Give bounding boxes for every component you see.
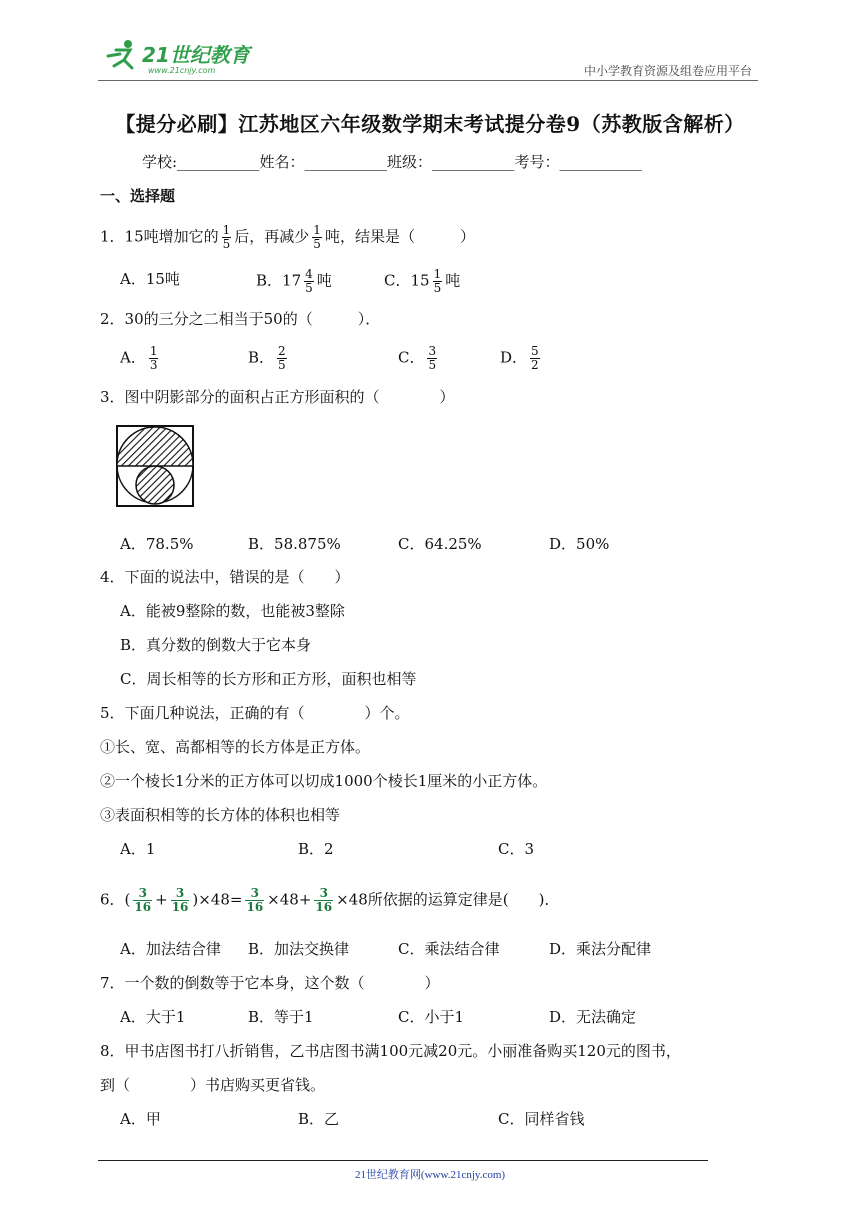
fraction: $\frac{1}{5}$: [433, 267, 442, 295]
q5-option-b: B．2: [298, 840, 334, 858]
question-8: 8．甲书店图书打八折销售，乙书店图书满100元减20元。小丽准备购买120元的图书，: [100, 1042, 681, 1060]
fraction: $\frac{3}{16}$: [134, 886, 152, 914]
q3-option-d: D．50%: [549, 535, 610, 553]
q4-option-c: C．周长相等的长方形和正方形，面积也相等: [120, 670, 417, 688]
q5-option-a: A．1: [120, 840, 156, 858]
q4-option-a: A．能被9整除的数，也能被3整除: [120, 602, 345, 620]
question-6: 6．( $\frac{3}{16}$ + $\frac{3}{16}$ )×48= $\frac{3}{16}$ ×48+ $\frac{3}{16}$ ×48所依据的运算定律是( )．: [100, 886, 560, 914]
footer-link[interactable]: 21世纪教育网(www.21cnjy.com): [354, 1169, 506, 1181]
q5-statement-1: ①长、宽、高都相等的长方体是正方体。: [100, 738, 371, 756]
q2-option-a: A． $\frac{1}{3}$: [120, 344, 158, 372]
fraction: $\frac{3}{16}$: [246, 886, 264, 914]
q5-option-c: C．3: [498, 840, 535, 858]
fraction: $\frac{3}{5}$: [428, 344, 437, 372]
runner-icon: [108, 40, 132, 68]
q6-option-b: B．加法交换律: [248, 940, 350, 958]
q2-option-b: B． $\frac{2}{5}$: [248, 344, 286, 372]
fraction: $\frac{1}{5}$: [313, 223, 321, 251]
shaded-square-figure: [114, 423, 196, 509]
student-info-line: 学校:___________姓名：___________班级：___________考号：___________: [142, 153, 643, 171]
question-3: 3．图中阴影部分的面积占正方形面积的（ ）: [100, 388, 455, 406]
q8-option-c: C．同样省钱: [498, 1110, 585, 1128]
fraction: $\frac{5}{2}$: [531, 344, 539, 372]
fraction: $\frac{3}{16}$: [315, 886, 333, 914]
svg-text:21世纪教育: 21世纪教育: [142, 43, 250, 67]
q2-option-c: C． $\frac{3}{5}$: [398, 344, 437, 372]
q6-option-a: A．加法结合律: [120, 940, 221, 958]
q1-option-c: C．15 $\frac{1}{5}$ 吨: [384, 267, 461, 295]
q1-option-a: A．15吨: [120, 270, 180, 288]
q8-option-a: A．甲: [120, 1110, 161, 1128]
q6-option-d: D．乘法分配律: [549, 940, 652, 958]
question-8-cont: 到（ ）书店购买更省钱。: [100, 1076, 326, 1094]
q2-option-d: D． $\frac{5}{2}$: [500, 344, 539, 372]
platform-tagline: 中小学教育资源及组卷应用平台: [583, 64, 752, 78]
q5-statement-2: ②一个棱长1分米的正方体可以切成1000个棱长1厘米的小正方体。: [100, 772, 548, 790]
q5-statement-3: ③表面积相等的长方体的体积也相等: [100, 806, 341, 824]
q3-option-c: C．64.25%: [398, 535, 482, 553]
q3-option-a: A．78.5%: [120, 535, 194, 553]
q4-option-b: B．真分数的倒数大于它本身: [120, 636, 312, 654]
fraction: $\frac{1}{3}$: [149, 344, 158, 372]
q6-option-c: C．乘法结合律: [398, 940, 500, 958]
question-2: 2．30的三分之二相当于50的（ ）．: [100, 310, 381, 328]
section-heading: 一、选择题: [100, 187, 176, 205]
question-5: 5．下面几种说法，正确的有（ ）个。: [100, 704, 410, 722]
q8-option-b: B．乙: [298, 1110, 340, 1128]
footer-divider: [98, 1160, 708, 1161]
q7-option-a: A．大于1: [120, 1008, 186, 1026]
fraction: $\frac{2}{5}$: [278, 344, 286, 372]
question-1: 1．15吨增加它的 $\frac{1}{5}$ 后，再减少 $\frac{1}{5}$ 吨，结果是（ ）: [100, 223, 475, 251]
q3-option-b: B．58.875%: [248, 535, 341, 553]
fraction: $\frac{3}{16}$: [171, 886, 189, 914]
svg-text:www.21cnjy.com: www.21cnjy.com: [148, 66, 216, 75]
site-logo: [98, 36, 268, 76]
q7-option-b: B．等于1: [248, 1008, 314, 1026]
q7-option-d: D．无法确定: [549, 1008, 637, 1026]
fraction: $\frac{1}{5}$: [222, 223, 231, 251]
exam-title: 【提分必刷】江苏地区六年级数学期末考试提分卷9（苏教版含解析）: [115, 112, 745, 136]
q7-option-c: C．小于1: [398, 1008, 465, 1026]
fraction: $\frac{4}{5}$: [305, 267, 313, 295]
question-4: 4．下面的说法中，错误的是（ ）: [100, 568, 350, 586]
q1-option-b: B．17 $\frac{4}{5}$ 吨: [256, 267, 332, 295]
page-header: [98, 34, 758, 81]
question-7: 7．一个数的倒数等于它本身，这个数（ ）: [100, 974, 440, 992]
